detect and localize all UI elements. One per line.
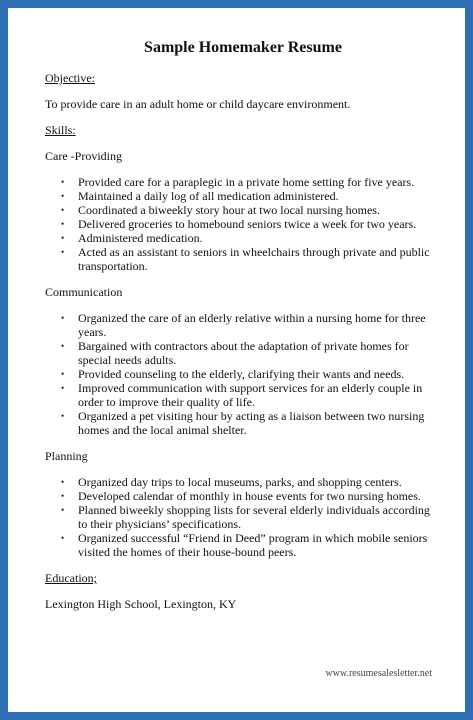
- skills-heading: Skills:: [45, 123, 76, 137]
- list-item: • Provided counseling to the elderly, clarifying their wants and needs.: [78, 367, 437, 381]
- objective-text: To provide care in an adult home or child daycare environment.: [45, 97, 351, 111]
- list-item: • Acted as an assistant to seniors in wheelchairs through private and public transportation.: [78, 245, 437, 273]
- list-item: • Coordinated a biweekly story hour at two local nursing homes.: [78, 203, 437, 217]
- list-item: • Bargained with contractors about the adaptation of private homes for special needs adults.: [78, 339, 437, 367]
- education-heading: Education;: [45, 571, 97, 585]
- skill-section-communication: Communication: [45, 285, 123, 299]
- care-providing-list: [45, 175, 437, 273]
- list-item: • Organized successful “Friend in Deed” program in which mobile seniors visited the homes of their house-bound peers.: [78, 531, 437, 559]
- list-item: • Provided care for a paraplegic in a private home setting for five years.: [78, 175, 437, 189]
- list-item: • Organized a pet visiting hour by acting as a liaison between two nursing homes and the local animal shelter.: [78, 409, 437, 437]
- footer-url: www.resumesalesletter.net: [325, 668, 432, 679]
- planning-list: [45, 475, 437, 559]
- objective-heading: Objective:: [45, 71, 95, 85]
- list-item: • Delivered groceries to homebound seniors twice a week for two years.: [78, 217, 437, 231]
- skill-section-planning: Planning: [45, 449, 88, 463]
- list-item: • Organized the care of an elderly relative within a nursing home for three years.: [78, 311, 437, 339]
- list-item: • Administered medication.: [78, 231, 437, 245]
- education-text: Lexington High School, Lexington, KY: [45, 597, 237, 611]
- skill-section-care-providing: Care -Providing: [45, 149, 122, 163]
- page-title: Sample Homemaker Resume: [144, 39, 342, 56]
- list-item: • Organized day trips to local museums, parks, and shopping centers.: [78, 475, 437, 489]
- list-item: • Planned biweekly shopping lists for several elderly individuals according to their physicians’ specifications.: [78, 503, 437, 531]
- resume-page: [8, 8, 465, 712]
- list-item: • Maintained a daily log of all medication administered.: [78, 189, 437, 203]
- list-item: • Improved communication with support services for an elderly couple in order to improve their quality of life.: [78, 381, 437, 409]
- list-item: • Developed calendar of monthly in house events for two nursing homes.: [78, 489, 437, 503]
- communication-list: [45, 311, 437, 437]
